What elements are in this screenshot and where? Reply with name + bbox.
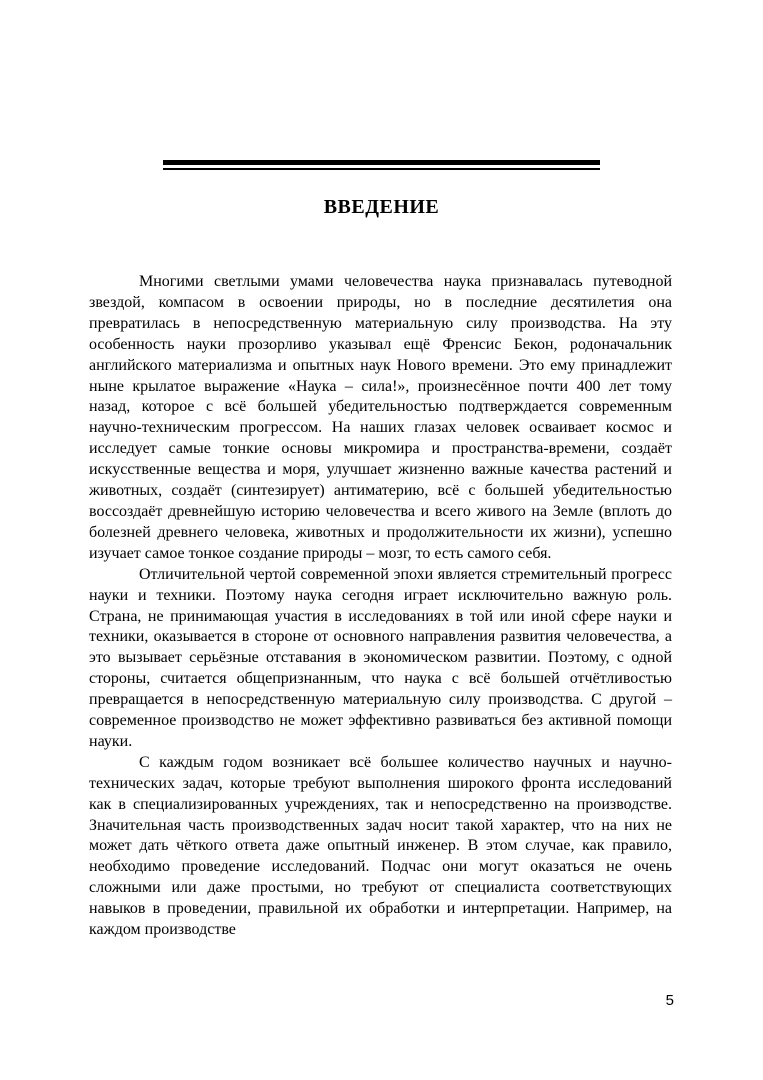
paragraph: С каждым годом возникает всё большее количество научных и научно-технических задач, которые требуют выполнения широкого фронта исследований как в специализированных учреждениях, так и непосредственно на производстве. Значительная часть производственных задач носит такой характер, что на них не может дать чёткого ответа даже опытный инженер. В этом случае, как правило, необходимо проведение исследований. Подчас они могут оказаться не очень сложными или даже простыми, но требуют от специалиста соответствующих навыков в проведении, правильной их обработки и интерпретации. Например, на каждом производстве xyxy=(89,753,672,939)
body-text xyxy=(89,272,672,941)
header-rule-thick xyxy=(163,160,600,165)
paragraph: Многими светлыми умами человечества наука признавалась путеводной звездой, компасом в освоении природы, но в последние десятилетия она превратилась в непосредственную материальную силу производства. На эту особенность науки прозорливо указывал ещё Френсис Бекон, родоначальник английского материализма и опытных наук Нового времени. Это ему принадлежит ныне крылатое выражение «Наука – сила!», произнесённое почти 400 лет тому назад, которое с всё большей убедительностью подтверждается современным научно-техническим прогрессом. На наших глазах человек осваивает космос и исследует самые тонкие основы микромира и пространства-времени, создаёт искусственные вещества и моря, улучшает жизненно важные качества растений и животных, создаёт (синтезирует) антиматерию, всё с большей убедительностью воссоздаёт древнейшую историю человечества и всего живого на Земле (вплоть до болезней древнего человека, животных и продолжительности их жизни), успешно изучает самое тонкое создание природы – мозг, то есть самого себя. xyxy=(89,273,672,562)
chapter-title: ВВЕДЕНИЕ xyxy=(323,196,440,218)
page-number: 5 xyxy=(665,992,674,1009)
header-rule-thin xyxy=(163,168,600,170)
paragraph: Отличительной чертой современной эпохи является стремительный прогресс науки и техники. Поэтому наука сегодня играет исключительно важную роль. Страна, не принимающая участия в исследованиях в той или иной сфере науки и техники, оказывается в стороне от основного направления развития человечества, а это вызывает серьёзные отставания в экономическом развитии. Поэтому, с одной стороны, считается общепризнанным, что наука с всё большей отчётливостью превращается в непосредственную материальную силу производства. С другой – современное производство не может эффективно развиваться без активной помощи науки. xyxy=(89,565,672,750)
